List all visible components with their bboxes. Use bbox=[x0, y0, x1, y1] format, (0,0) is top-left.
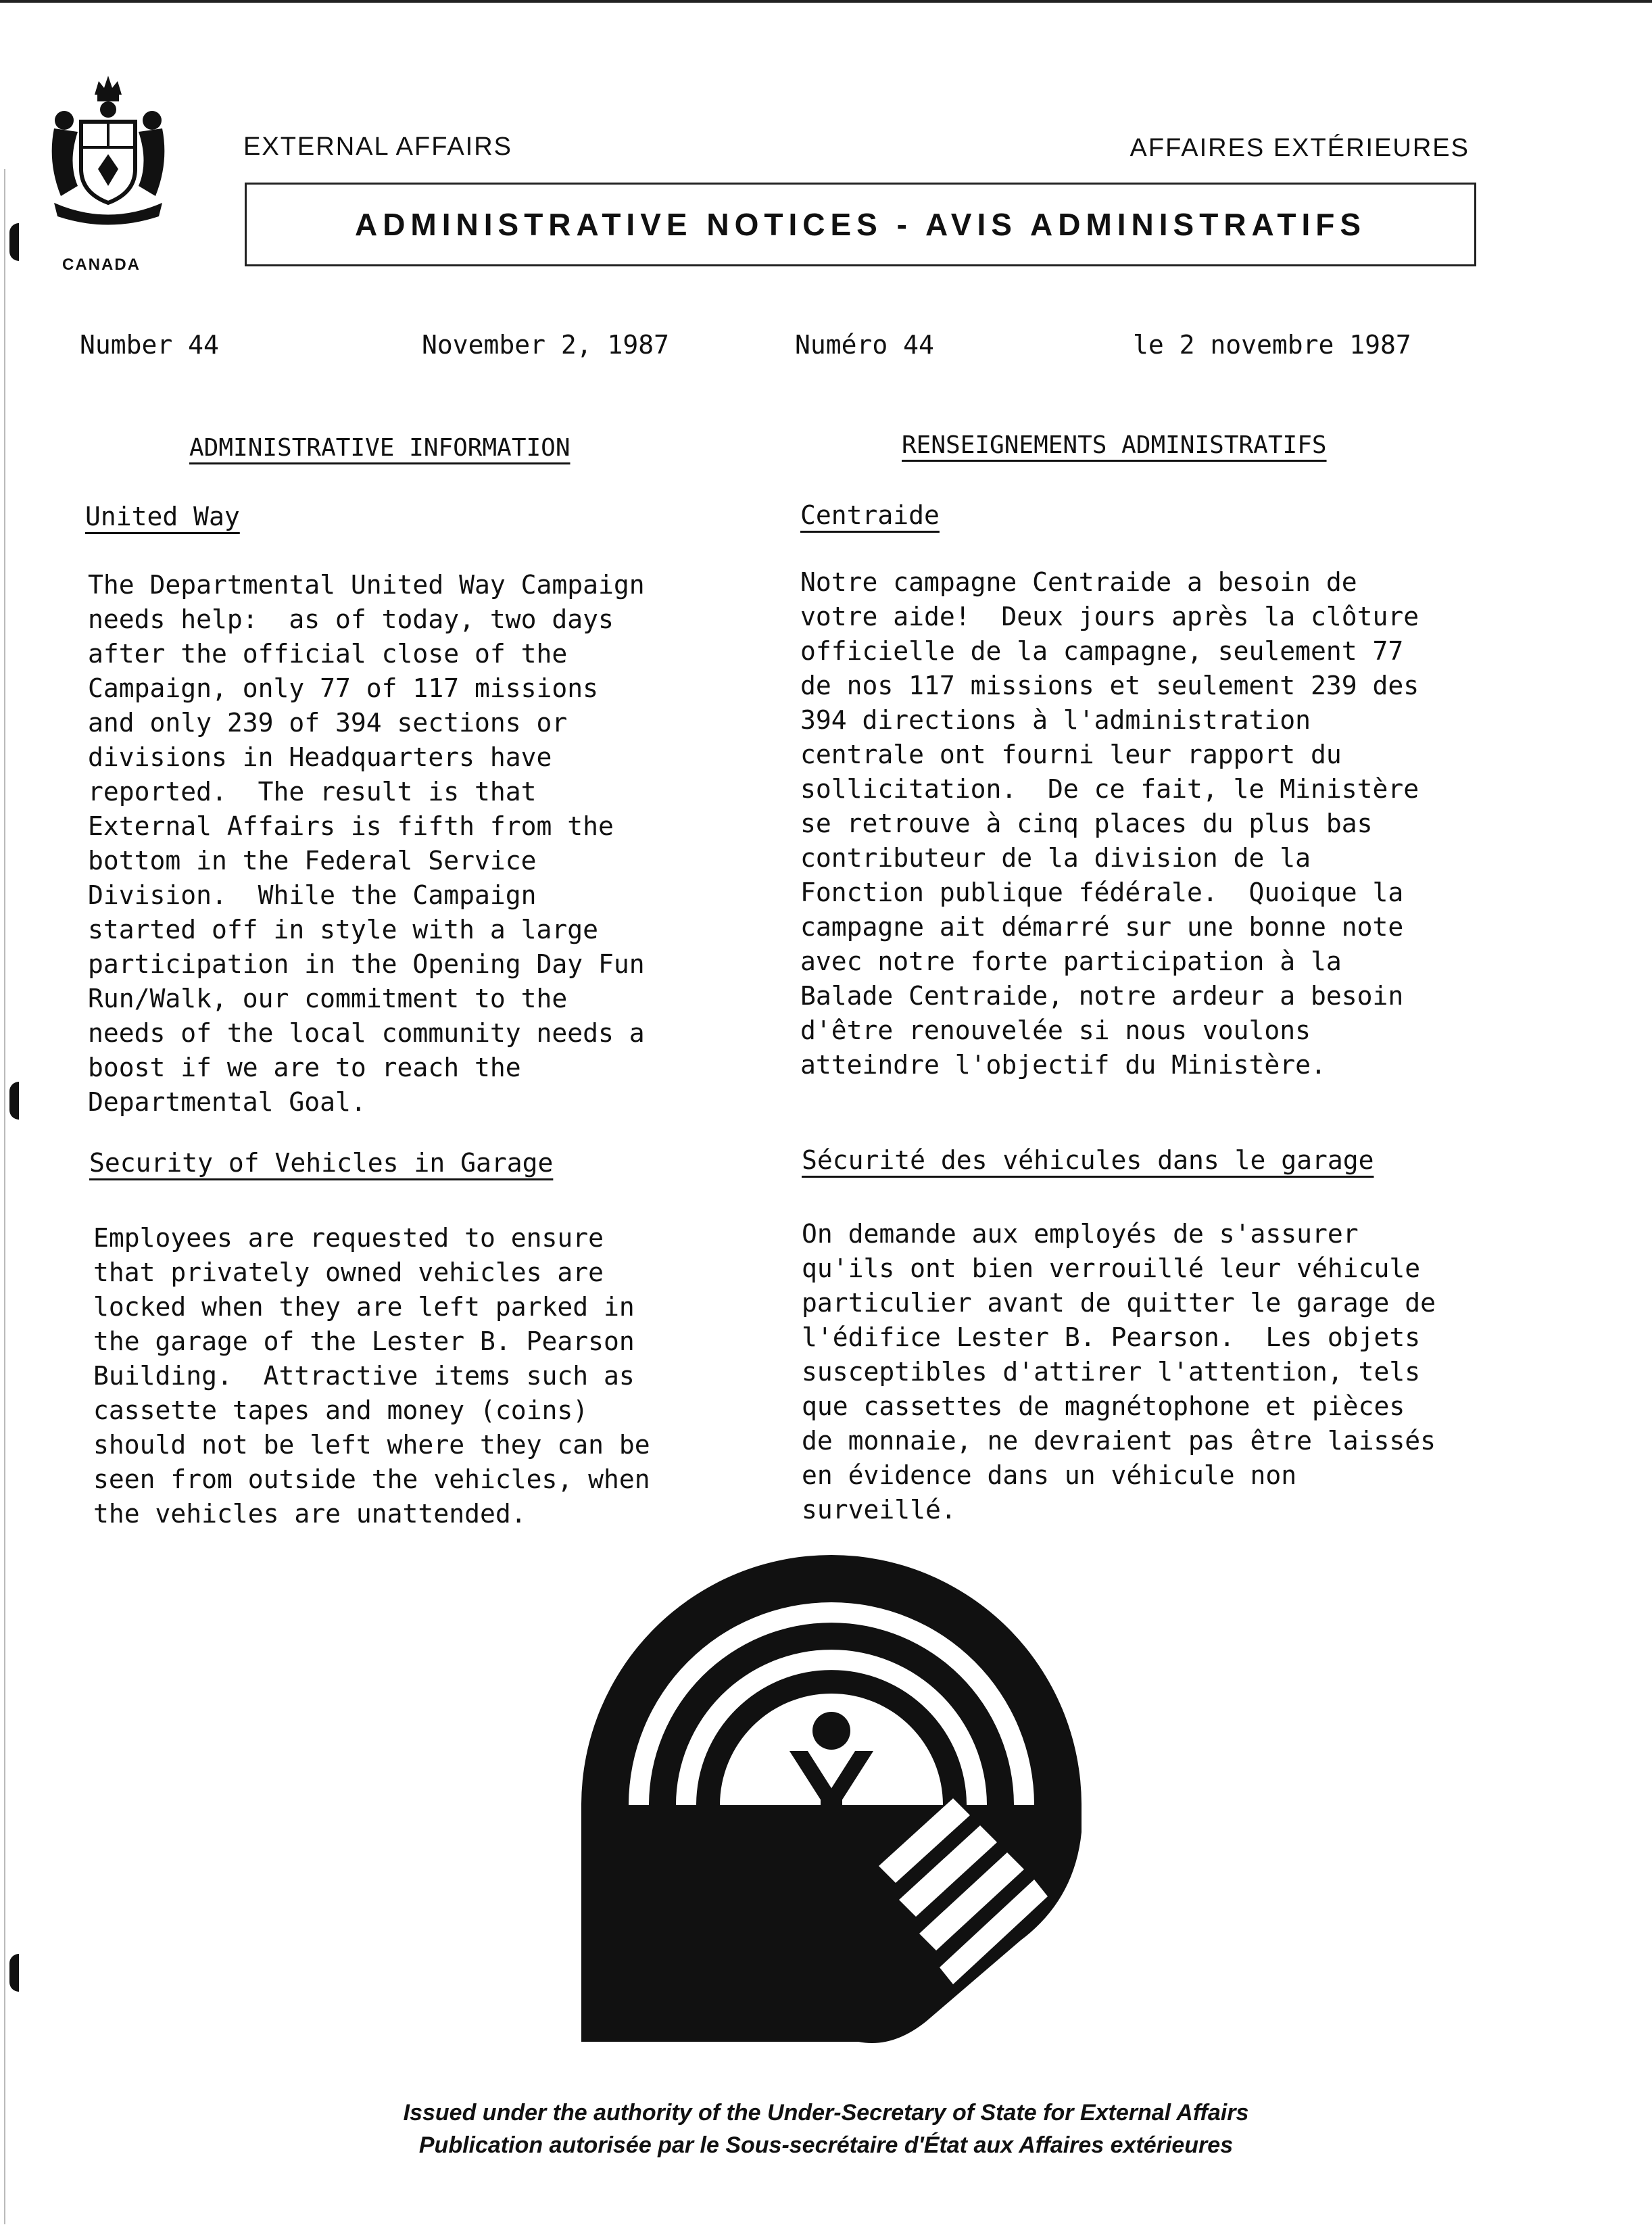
heading-securite-vehicules: Sécurité des véhicules dans le garage bbox=[802, 1145, 1374, 1175]
body-vehicle-security: Employees are requested to ensure that privately owned vehicles are locked when they are left parked in the garage of the Lester B. Pearson Building. Attractive items such as cassette tapes and money (coins) should not be left where they can be seen from outside the vehicles, when the vehicles are unattended. bbox=[93, 1223, 650, 1529]
section-title-en: ADMINISTRATIVE INFORMATION bbox=[189, 434, 570, 462]
department-name-fr: AFFAIRES EXTÉRIEURES bbox=[1129, 134, 1469, 162]
department-name-en: EXTERNAL AFFAIRS bbox=[243, 133, 513, 161]
page-edge-line bbox=[4, 169, 5, 2224]
body-centraide: Notre campagne Centraide a besoin de votre aide! Deux jours après la clôture officielle de la campagne, seulement 77 de nos 117 missions et seulement 239 des 394 directions à l'administration centrale ont fourni leur rapport du sollicitation. De ce fait, le Ministère se retrouve à cinq places du plus bas contributeur de la division de la Fonction publique fédérale. Quoique la campagne ait démarré sur une bonne note avec notre forte participation à la Balade Centraide, notre ardeur a besoin d'être renouvelée si nous voulons atteindre l'objectif du Ministère. bbox=[800, 567, 1419, 1080]
document-title-box bbox=[245, 183, 1476, 266]
footer-authority-fr: Publication autorisée par le Sous-secrétaire d'État aux Affaires extérieures bbox=[418, 2132, 1234, 2158]
heading-vehicle-security: Security of Vehicles in Garage bbox=[89, 1148, 554, 1178]
top-rule bbox=[0, 0, 1652, 3]
body-securite-vehicules: On demande aux employés de s'assurer qu'ils ont bien verrouillé leur véhicule particulier avant de quitter le garage de l'édifice Lester B. Pearson. Les objets susceptibles d'attirer l'attention, tels que cassettes de magnétophone et pièces de monnaie, ne devraient pas être laissés en évidence dans un véhicule non surveillé. bbox=[802, 1219, 1436, 1525]
notice-date-fr: le 2 novembre 1987 bbox=[1133, 330, 1411, 360]
section-title-fr: RENSEIGNEMENTS ADMINISTRATIFS bbox=[902, 431, 1327, 459]
crest-label: CANADA bbox=[62, 256, 141, 274]
body-united-way: The Departmental United Way Campaign needs help: as of today, two days after the official close of the Campaign, only 77 of 117 missions and only 239 of 394 sections or divisions in Headquarters have reported. The result is that External Affairs is fifth from the bottom in the Federal Service Division. While the Campaign started off in style with a large participation in the Opening Day Fun Run/Walk, our commitment to the needs of the local community needs a boost if we are to reach the Departmental Goal. bbox=[88, 570, 645, 1117]
notice-number-fr: Numéro 44 bbox=[795, 330, 934, 360]
binder-mark-icon bbox=[9, 223, 35, 261]
footer-authority-en: Issued under the authority of the Under-Secretary of State for External Affairs bbox=[403, 2100, 1249, 2126]
document-title: ADMINISTRATIVE NOTICES - AVIS ADMINISTRATIFS bbox=[354, 207, 1367, 242]
united-way-logo-icon bbox=[575, 1548, 1088, 2062]
notice-number-en: Number 44 bbox=[80, 330, 219, 360]
binder-mark-icon bbox=[9, 1082, 35, 1120]
notice-date-en: November 2, 1987 bbox=[422, 330, 670, 360]
heading-united-way: United Way bbox=[85, 502, 240, 531]
heading-centraide: Centraide bbox=[800, 500, 940, 530]
coat-of-arms-icon bbox=[41, 68, 176, 230]
binder-mark-icon bbox=[9, 1954, 35, 1992]
